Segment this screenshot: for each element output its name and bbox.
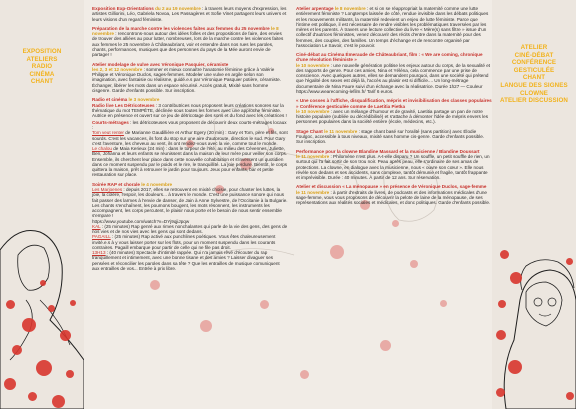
left-menu-item: ATELIERS: [26, 55, 58, 63]
left-menu: [0, 48, 84, 86]
event-description: : Philomène n'est plus. A-t-elle disparu ? Un souffle, un petit souffle de rien, un surtout qui l'a fait sortir de son trou noir. Peau après peau, elle s'ordinaire de ses amas de protections. La clowne, en dialogue avec la musicienne, nous « ouvre son cœur ». Elle nous révèle son dedans et ses accidents, sans complexe, tantôt démunie et fragile, tantôt frappante et imprévisible. Durée : 40 minutes. À partir de 12 ans. Sur réservation.: [296, 154, 490, 180]
event-radio-cinema: [92, 97, 288, 177]
event-performance-clowne: [296, 149, 492, 181]
event-description: : stage chant basé sur l'oralité (sans partition) avec Élodie Foulgoc, accessible à tous niveaux, mixité sans homme cis-genre. Garde d'enfants possible. Sur inscription.: [296, 128, 485, 145]
right-menu: [492, 44, 576, 105]
right-menu-item: ATELIER DISCUSSION: [499, 97, 569, 105]
event-stage-chant: [296, 129, 492, 145]
event-description: : et si on se réappropriait la maternité comme une lutte entièrement féministe ? Longtemps laissée de côté, rendue invisible dans les débats politiques et les mouvements militants, la maternité redevient un enjeu de lutte féministe. Parce que l'intime est politique, il est nécessaire de rendre visibles les problématiques traversées par les mères et les parents. À travers une lecture collective du livre « Mère(s) sans filtre » issue d'un collectif d'autrices féministes, venez découvrir des récits d'entre dans la maternité pour des femmes, des couples, des familles. Un temps d'échange et de rencontre organisé par l'association Le Savoir, c'est le pouvoir.: [296, 6, 489, 48]
left-menu-item: EXPOSITION: [22, 48, 62, 55]
event-description: : à partir d'extraits de livres, de podcasts et des informations médicales d'une sage-femme, vous vous proposons de découvrir la pelote de laine de la ménopause, de ses représentations aux réalités sociales et médicales, et donc politiques. Garde d'enfants possible.: [296, 189, 491, 206]
event-description: : 3 contributrices nous proposent leurs créations sonores sur la thématique du mot TEMPÊTE, déclinée sous toutes les formes avec une approche féministe. Autrice en présence et ouvert sur ce jeu de détricotage des sons et du fond avec les créatrices !: [92, 102, 287, 119]
event-title: Ciné-débat au Cinéma Émeraude de Châteaubriant, film : « We are coming, chronique d'une révolution féministe »: [296, 52, 483, 63]
event-subtitle: Radio live Les Détricoteuses: [92, 102, 155, 108]
film-description: de Marianne Gaudillière et Arthur Egery (20 min) : Gary et Tom, père et fils, sont sourds. C'est les vacances, ils font du stop sur une aire d'autoroute, direction le sud. Pour Gary c'est l'aventure, les cheveux au vent, ils ont rendez-vous avec la vie, comme tout le monde.: [92, 130, 288, 146]
event-subtitle: Courts-métrages: [92, 119, 129, 125]
event-title: Préparation de la marche contre les violences faites aux femmes du 25 novembre: [92, 25, 270, 31]
event-title: Performance pour la clowne Blandine Massard et la musicienne / Blandine Doussart: [296, 148, 480, 154]
event-date: le 4 novembre: [141, 181, 173, 187]
event-date: le 11 novembre: [324, 128, 358, 134]
event-title: Radio et cinéma: [92, 97, 128, 103]
event-date: le 10 novembre: [296, 62, 330, 68]
event-date: le 8 novembre: [92, 25, 279, 37]
artist-description: : (25 minutes) Rap activé aux punchlines poétiques. Vous êtes chaleureusement invité.e.s à y vous laisser porter sur les flots, pour un moment suspendu dans les courants contraires. Pagaill embarque pour partir de celle qui ne file pas droit.: [92, 234, 276, 250]
event-atelier-modelage: [92, 62, 288, 94]
artist-name-link[interactable]: PAGAILL: [92, 234, 111, 240]
event-atelier-arpentage: [296, 6, 492, 48]
event-description: : une nouvelle génération politise les enjeux autour du corps, de la sexualité et des rapports de genre. Pour ces amies, Nina et Yéléna, cela commence par une prise de conscience. Avec quelques autres, elles se demandent pourquoi, dans une société qui prétend que l'égalité des sexes est déjà là, l'accès au plaisir est si difficile.... Un long-métrage documentaire de Nina Faure suivi d'un échange avec la réalisatrice. Durée 1h27 — Couleur https://www.wearecoming-lefilm.fr/ Tarif 6 euros.: [296, 62, 491, 94]
event-title: Soirée RAP et chorale: [92, 181, 140, 187]
left-menu-item: CINÉMA: [29, 70, 55, 78]
right-menu-item: CONFÉRENCE GESTICULÉE: [511, 59, 557, 74]
artist-name-link[interactable]: 13H13: [92, 250, 106, 255]
program-column-right: [296, 6, 492, 210]
artist-description: : depuis 2017, elles se retrouvent en mixité choisie, pour chanter les luttes, la joie, la colère, l'espoir, les douleurs... à travers le monde. C'est une puissance sonore qui nous fait passer des larmes à l'envie de danser, de Jain à Anne Sylvestre, de l'Occitanie à la Bulgarie. Les chants s'enchaînent, les poumons bougent, les mots résonnent, les instruments les accompagnent, les corps percutent, le plaisir nous porte et le besoin de nous sentir ensemble s'empare !: [92, 187, 288, 219]
right-menu-item: ATELIER: [520, 44, 548, 51]
artist-description: : (25 minutes) Rap genré aux rimes nonchalantes qui parle de la vie des gens, des gens de nos vies et de nos vies avec les gens qui sont dedans.: [92, 223, 288, 234]
program-column-left: [92, 6, 288, 275]
right-menu-item: CLOWNE: [519, 89, 549, 97]
film-title-link[interactable]: Tom veut renter: [92, 130, 124, 136]
event-title: Atelier et discussion « La ménopause » en présence de Véronique Duclos, sage-femme: [296, 184, 487, 190]
artist-name-link[interactable]: KAL: [92, 223, 101, 229]
event-description: : rencontrons-nous autour des idées folles et des propositions de faire, des envies de trouver des alliées au pour lutter, nombreuses, lors de la marche contre les violences faites aux femmes le 25 novembre à Châteaubriant, voir et entendre dans nos rues les paroles, chants, performances, musiques que des personnes du pays de la Mée auront envie de partager !: [92, 31, 284, 58]
right-illustration-panel: [492, 0, 576, 409]
left-menu-item: RADIO: [31, 63, 53, 71]
event-soiree-rap: [92, 182, 288, 271]
event-conference-gesticulee: [296, 98, 492, 124]
event-description: : avec un mélange d'humour et de gravité, Laetitia partage un pan de notre histoire populaire (oubliée ou décrédibilisé) et s'attache à démonter l'idée de mépris envers les personnes populaires dans la société entière (école, médecins, etc.).: [296, 108, 488, 125]
event-date: le 10 novembre: [296, 108, 330, 114]
event-description: : à travers leurs moyens d'expression, les artistes Gilliorini, Léo, Gabriela Novoa, Les Passagères et Sofie Vinet partagent leurs univers et leurs visions d'un regard féministe.: [92, 6, 287, 22]
event-marche-preparation: [92, 26, 288, 58]
event-date: le 8 novembre: [334, 6, 366, 11]
event-date: du 2 au 19 novembre: [155, 6, 201, 11]
event-date: le 3 novembre: [128, 97, 160, 103]
film-description: de Maia Kerieux (24 min) : dans le torpeur de l'été, au milieu des Cévennes, Juliette, Ben, Johanna et leurs enfants se réunissent dans la maison de leur mère pour veiller son corps. Ensemble, ils cherchent leur place dans cette nouvelle cohabitation et s'inventent un quotidien dans ce moment suspendu par le poids et le rire, le tranquillité. La joie perdure. Bientôt, le corps quittera la maison, prêt à retrouver le jardin pour toujours. Jeux pour enfants, bar et petite restauration sur place.: [92, 146, 288, 178]
event-date: les 2, 3 et 12 novembre: [92, 66, 143, 72]
event-title: Atelier modelage de vulve avec Véronique Pasquier, céramiste: [92, 61, 229, 67]
film-title-link[interactable]: Le chalou: [92, 146, 112, 152]
event-description: : sommer et mieux connaître l'anatomie féminine grâce à Valérie Philippe et Véronique Duclos, sages-femmes. Modeler une vulve en argile selon son imagination, avec fantaisie ou réalisme, guidé.e.s par Véronique Pasquier potière, céramiste. Échanger, libérer les mots dans un espace sécurisé. Accès gratuit, Mixité sans homme cisgenre. Garde d'enfants possible. Sur inscription.: [92, 66, 281, 93]
event-description: : les détricoteuses vous proposent de découvrir deux courts-métrages locaux :: [92, 119, 287, 131]
left-illustration-panel: [0, 0, 84, 409]
event-menopause: [296, 184, 492, 205]
event-title: Atelier arpentage: [296, 6, 334, 11]
artist-description: : (40 minutes) Spectacle d'intimité rappée. Qui n'a jamais rêvé d'écouter du rap tranquillement et intimement, avec une bonne tisane et des amies ? Laisser divaguer ses pensées et réconcilier les paroles dans sa tête ? Que les entrailles de musique comuniquent aux entrailles de vos... Entrée à prix libre.: [92, 250, 280, 271]
event-date: le 11 novembre: [296, 189, 330, 195]
left-menu-item: CHANT: [30, 78, 54, 86]
event-title: Exposition Exp-Orientations: [92, 6, 154, 11]
event-date: le 11 novembre: [296, 154, 330, 159]
event-cine-debat: [296, 52, 492, 94]
artist-name-link[interactable]: Les Marjoenes: [92, 187, 123, 192]
youtube-link[interactable]: https://www.youtube.com/watch?v=DYj9qjiJpqw: [92, 218, 190, 224]
right-menu-item: CHANT: [522, 74, 546, 82]
event-title: Stage Chant: [296, 128, 323, 134]
event-title: « Une cosses à l'affiche, disqualification, mépris et invisibilisation des classes populaires » Conférence gesticulée comme de Laetitia Pietka: [296, 98, 492, 109]
right-menu-item: LANGUE DES SIGNES: [500, 81, 568, 89]
right-menu-item: CINÉ-DÉBAT: [514, 51, 554, 59]
event-exposition: [92, 6, 288, 22]
